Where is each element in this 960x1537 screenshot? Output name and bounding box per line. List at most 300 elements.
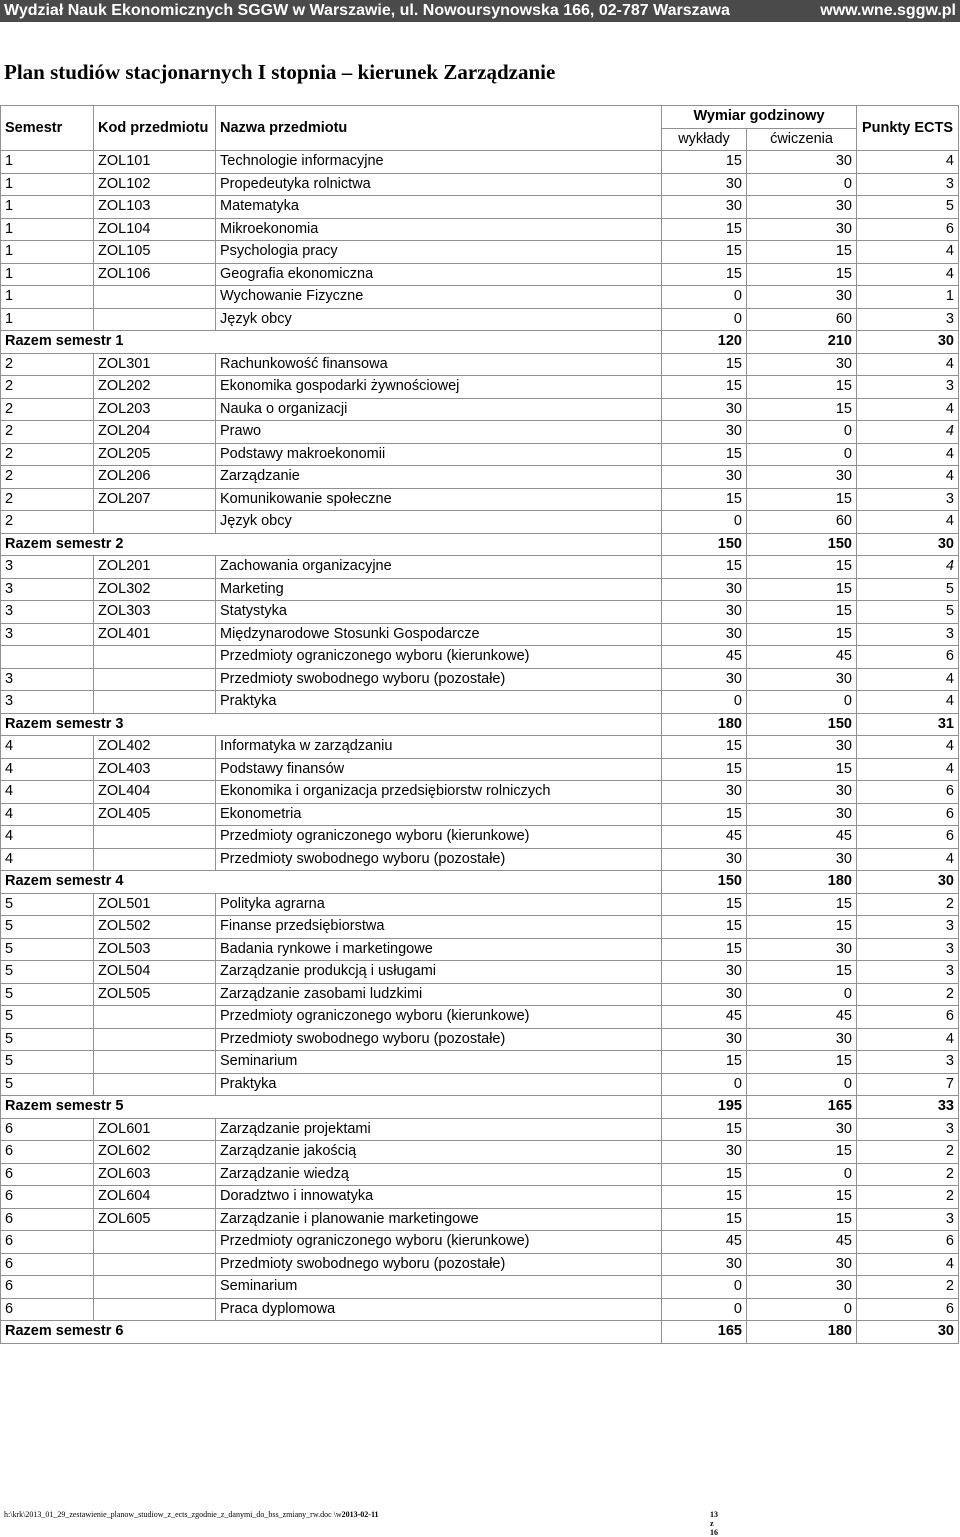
cell-cwiczenia: 210 bbox=[747, 331, 857, 354]
cell-semestr: 5 bbox=[1, 916, 94, 939]
cell-wyklady: 30 bbox=[662, 1028, 747, 1051]
cell-kod: ZOL202 bbox=[94, 376, 216, 399]
cell-cwiczenia: 15 bbox=[747, 241, 857, 264]
cell-cwiczenia: 15 bbox=[747, 1141, 857, 1164]
cell-wyklady: 15 bbox=[662, 1051, 747, 1074]
cell-ects: 4 bbox=[857, 1253, 959, 1276]
cell-wyklady: 120 bbox=[662, 331, 747, 354]
cell-nazwa: Technologie informacyjne bbox=[216, 151, 662, 174]
cell-nazwa: Praca dyplomowa bbox=[216, 1298, 662, 1321]
cell-nazwa: Międzynarodowe Stosunki Gospodarcze bbox=[216, 623, 662, 646]
cell-semestr: 1 bbox=[1, 196, 94, 219]
cell-cwiczenia: 45 bbox=[747, 1231, 857, 1254]
course-row bbox=[1, 938, 959, 961]
cell-nazwa: Rachunkowość finansowa bbox=[216, 353, 662, 376]
cell-wyklady: 15 bbox=[662, 1163, 747, 1186]
cell-nazwa: Propedeutyka rolnictwa bbox=[216, 173, 662, 196]
cell-ects: 31 bbox=[857, 713, 959, 736]
cell-kod: ZOL505 bbox=[94, 983, 216, 1006]
cell-wyklady: 30 bbox=[662, 398, 747, 421]
cell-nazwa: Język obcy bbox=[216, 308, 662, 331]
course-row bbox=[1, 1051, 959, 1074]
cell-semestr: 6 bbox=[1, 1276, 94, 1299]
semester-summary-row bbox=[1, 713, 959, 736]
cell-nazwa: Podstawy makroekonomii bbox=[216, 443, 662, 466]
cell-wyklady: 30 bbox=[662, 983, 747, 1006]
course-row bbox=[1, 893, 959, 916]
cell-kod bbox=[94, 1298, 216, 1321]
cell-ects: 2 bbox=[857, 893, 959, 916]
cell-nazwa: Ekonomika i organizacja przedsiębiorstw rolniczych bbox=[216, 781, 662, 804]
cell-ects: 2 bbox=[857, 1186, 959, 1209]
cell-wyklady: 15 bbox=[662, 353, 747, 376]
summary-label: Razem semestr 5 bbox=[1, 1096, 662, 1119]
cell-semestr: 5 bbox=[1, 893, 94, 916]
header-punkty: Punkty ECTS bbox=[857, 106, 959, 151]
cell-cwiczenia: 0 bbox=[747, 1298, 857, 1321]
cell-wyklady: 180 bbox=[662, 713, 747, 736]
cell-cwiczenia: 15 bbox=[747, 398, 857, 421]
cell-kod: ZOL605 bbox=[94, 1208, 216, 1231]
cell-ects: 5 bbox=[857, 578, 959, 601]
summary-label: Razem semestr 3 bbox=[1, 713, 662, 736]
cell-wyklady: 30 bbox=[662, 1253, 747, 1276]
cell-nazwa: Zarządzanie bbox=[216, 466, 662, 489]
cell-cwiczenia: 30 bbox=[747, 1253, 857, 1276]
cell-cwiczenia: 0 bbox=[747, 691, 857, 714]
cell-kod bbox=[94, 646, 216, 669]
course-row bbox=[1, 308, 959, 331]
cell-ects: 33 bbox=[857, 1096, 959, 1119]
study-plan-body bbox=[1, 151, 959, 1344]
cell-cwiczenia: 30 bbox=[747, 286, 857, 309]
cell-kod bbox=[94, 691, 216, 714]
cell-cwiczenia: 30 bbox=[747, 1118, 857, 1141]
cell-wyklady: 15 bbox=[662, 218, 747, 241]
cell-cwiczenia: 30 bbox=[747, 196, 857, 219]
summary-label: Razem semestr 6 bbox=[1, 1321, 662, 1344]
cell-ects: 3 bbox=[857, 173, 959, 196]
cell-cwiczenia: 150 bbox=[747, 713, 857, 736]
cell-kod: ZOL302 bbox=[94, 578, 216, 601]
cell-cwiczenia: 15 bbox=[747, 916, 857, 939]
semester-summary-row bbox=[1, 533, 959, 556]
cell-ects: 3 bbox=[857, 938, 959, 961]
cell-kod bbox=[94, 826, 216, 849]
cell-cwiczenia: 30 bbox=[747, 938, 857, 961]
cell-ects: 4 bbox=[857, 241, 959, 264]
cell-kod bbox=[94, 1028, 216, 1051]
cell-nazwa: Zarządzanie projektami bbox=[216, 1118, 662, 1141]
course-row bbox=[1, 668, 959, 691]
cell-ects: 5 bbox=[857, 601, 959, 624]
cell-wyklady: 30 bbox=[662, 781, 747, 804]
cell-semestr: 3 bbox=[1, 601, 94, 624]
course-row bbox=[1, 1298, 959, 1321]
cell-ects: 6 bbox=[857, 646, 959, 669]
cell-nazwa: Praktyka bbox=[216, 1073, 662, 1096]
cell-cwiczenia: 15 bbox=[747, 1186, 857, 1209]
cell-kod: ZOL602 bbox=[94, 1141, 216, 1164]
cell-nazwa: Polityka agrarna bbox=[216, 893, 662, 916]
course-row bbox=[1, 196, 959, 219]
cell-semestr: 2 bbox=[1, 421, 94, 444]
cell-ects: 2 bbox=[857, 1276, 959, 1299]
cell-semestr: 4 bbox=[1, 758, 94, 781]
cell-semestr: 5 bbox=[1, 983, 94, 1006]
cell-wyklady: 15 bbox=[662, 151, 747, 174]
document-footer bbox=[4, 1510, 718, 1537]
course-row bbox=[1, 1186, 959, 1209]
cell-ects: 2 bbox=[857, 1141, 959, 1164]
cell-ects: 4 bbox=[857, 736, 959, 759]
course-row bbox=[1, 353, 959, 376]
cell-kod: ZOL104 bbox=[94, 218, 216, 241]
header-semestr: Semestr bbox=[1, 106, 94, 151]
course-row bbox=[1, 961, 959, 984]
cell-semestr: 1 bbox=[1, 286, 94, 309]
cell-cwiczenia: 30 bbox=[747, 736, 857, 759]
cell-cwiczenia: 15 bbox=[747, 1051, 857, 1074]
semester-summary-row bbox=[1, 871, 959, 894]
cell-nazwa: Matematyka bbox=[216, 196, 662, 219]
cell-kod: ZOL103 bbox=[94, 196, 216, 219]
cell-ects: 4 bbox=[857, 758, 959, 781]
cell-ects: 3 bbox=[857, 488, 959, 511]
cell-ects: 3 bbox=[857, 623, 959, 646]
cell-semestr: 5 bbox=[1, 938, 94, 961]
course-row bbox=[1, 466, 959, 489]
cell-ects: 4 bbox=[857, 151, 959, 174]
cell-semestr: 3 bbox=[1, 578, 94, 601]
header-cwiczenia: ćwiczenia bbox=[747, 128, 857, 151]
cell-wyklady: 30 bbox=[662, 623, 747, 646]
header-institution: Wydział Nauk Ekonomicznych SGGW w Warszawie, ul. Nowoursynowska 166, 02-787 Warszawa bbox=[4, 2, 730, 19]
cell-ects: 1 bbox=[857, 286, 959, 309]
cell-semestr: 3 bbox=[1, 668, 94, 691]
cell-semestr: 1 bbox=[1, 173, 94, 196]
cell-wyklady: 195 bbox=[662, 1096, 747, 1119]
cell-wyklady: 15 bbox=[662, 263, 747, 286]
cell-nazwa: Ekonomika gospodarki żywnościowej bbox=[216, 376, 662, 399]
cell-wyklady: 15 bbox=[662, 556, 747, 579]
document-header bbox=[0, 0, 960, 22]
cell-cwiczenia: 15 bbox=[747, 601, 857, 624]
cell-nazwa: Praktyka bbox=[216, 691, 662, 714]
cell-kod bbox=[94, 1051, 216, 1074]
course-row bbox=[1, 556, 959, 579]
course-row bbox=[1, 1208, 959, 1231]
course-row bbox=[1, 1231, 959, 1254]
cell-wyklady: 150 bbox=[662, 871, 747, 894]
cell-kod: ZOL603 bbox=[94, 1163, 216, 1186]
course-row bbox=[1, 421, 959, 444]
course-row bbox=[1, 848, 959, 871]
cell-cwiczenia: 0 bbox=[747, 173, 857, 196]
cell-cwiczenia: 0 bbox=[747, 1163, 857, 1186]
cell-semestr: 6 bbox=[1, 1163, 94, 1186]
course-row bbox=[1, 398, 959, 421]
cell-cwiczenia: 180 bbox=[747, 871, 857, 894]
cell-nazwa: Język obcy bbox=[216, 511, 662, 534]
cell-cwiczenia: 30 bbox=[747, 848, 857, 871]
cell-nazwa: Statystyka bbox=[216, 601, 662, 624]
cell-kod: ZOL205 bbox=[94, 443, 216, 466]
cell-ects: 2 bbox=[857, 983, 959, 1006]
course-row bbox=[1, 803, 959, 826]
cell-wyklady: 0 bbox=[662, 308, 747, 331]
cell-nazwa: Przedmioty ograniczonego wyboru (kierunkowe) bbox=[216, 646, 662, 669]
cell-semestr: 3 bbox=[1, 623, 94, 646]
cell-semestr: 1 bbox=[1, 151, 94, 174]
cell-cwiczenia: 60 bbox=[747, 308, 857, 331]
course-row bbox=[1, 173, 959, 196]
cell-wyklady: 15 bbox=[662, 241, 747, 264]
cell-ects: 30 bbox=[857, 871, 959, 894]
cell-semestr: 2 bbox=[1, 443, 94, 466]
cell-semestr: 2 bbox=[1, 353, 94, 376]
cell-ects: 6 bbox=[857, 803, 959, 826]
cell-ects: 30 bbox=[857, 533, 959, 556]
cell-kod: ZOL201 bbox=[94, 556, 216, 579]
cell-ects: 2 bbox=[857, 1163, 959, 1186]
cell-nazwa: Przedmioty ograniczonego wyboru (kierunkowe) bbox=[216, 1006, 662, 1029]
course-row bbox=[1, 1141, 959, 1164]
cell-kod: ZOL206 bbox=[94, 466, 216, 489]
cell-kod: ZOL402 bbox=[94, 736, 216, 759]
cell-nazwa: Przedmioty ograniczonego wyboru (kierunkowe) bbox=[216, 1231, 662, 1254]
cell-semestr: 6 bbox=[1, 1118, 94, 1141]
cell-nazwa: Marketing bbox=[216, 578, 662, 601]
cell-nazwa: Mikroekonomia bbox=[216, 218, 662, 241]
cell-nazwa: Przedmioty swobodnego wyboru (pozostałe) bbox=[216, 848, 662, 871]
cell-kod bbox=[94, 1231, 216, 1254]
course-row bbox=[1, 151, 959, 174]
course-row bbox=[1, 758, 959, 781]
cell-cwiczenia: 15 bbox=[747, 263, 857, 286]
cell-ects: 4 bbox=[857, 398, 959, 421]
cell-ects: 4 bbox=[857, 466, 959, 489]
cell-cwiczenia: 15 bbox=[747, 578, 857, 601]
cell-kod: ZOL203 bbox=[94, 398, 216, 421]
cell-cwiczenia: 30 bbox=[747, 466, 857, 489]
cell-nazwa: Prawo bbox=[216, 421, 662, 444]
cell-nazwa: Seminarium bbox=[216, 1051, 662, 1074]
course-row bbox=[1, 286, 959, 309]
cell-cwiczenia: 0 bbox=[747, 443, 857, 466]
cell-nazwa: Przedmioty swobodnego wyboru (pozostałe) bbox=[216, 1253, 662, 1276]
course-row bbox=[1, 443, 959, 466]
semester-summary-row bbox=[1, 1321, 959, 1344]
cell-semestr: 3 bbox=[1, 691, 94, 714]
cell-wyklady: 0 bbox=[662, 1073, 747, 1096]
cell-kod: ZOL101 bbox=[94, 151, 216, 174]
cell-cwiczenia: 30 bbox=[747, 668, 857, 691]
cell-cwiczenia: 60 bbox=[747, 511, 857, 534]
cell-wyklady: 30 bbox=[662, 1141, 747, 1164]
cell-wyklady: 30 bbox=[662, 961, 747, 984]
cell-ects: 6 bbox=[857, 1231, 959, 1254]
header-nazwa: Nazwa przedmiotu bbox=[216, 106, 662, 151]
cell-cwiczenia: 30 bbox=[747, 218, 857, 241]
cell-wyklady: 30 bbox=[662, 668, 747, 691]
summary-label: Razem semestr 1 bbox=[1, 331, 662, 354]
cell-wyklady: 15 bbox=[662, 916, 747, 939]
cell-kod bbox=[94, 1276, 216, 1299]
cell-kod bbox=[94, 286, 216, 309]
cell-semestr: 6 bbox=[1, 1208, 94, 1231]
cell-kod: ZOL106 bbox=[94, 263, 216, 286]
cell-ects: 4 bbox=[857, 691, 959, 714]
cell-semestr: 3 bbox=[1, 556, 94, 579]
cell-semestr: 5 bbox=[1, 1051, 94, 1074]
cell-ects: 6 bbox=[857, 1006, 959, 1029]
cell-kod: ZOL105 bbox=[94, 241, 216, 264]
cell-semestr: 2 bbox=[1, 466, 94, 489]
cell-wyklady: 15 bbox=[662, 1186, 747, 1209]
cell-nazwa: Przedmioty swobodnego wyboru (pozostałe) bbox=[216, 1028, 662, 1051]
cell-semestr: 2 bbox=[1, 376, 94, 399]
cell-wyklady: 30 bbox=[662, 466, 747, 489]
cell-semestr: 5 bbox=[1, 1028, 94, 1051]
course-row bbox=[1, 691, 959, 714]
page-title: Plan studiów stacjonarnych I stopnia – kierunek Zarządzanie bbox=[4, 60, 556, 84]
course-row bbox=[1, 1276, 959, 1299]
cell-wyklady: 30 bbox=[662, 848, 747, 871]
cell-semestr: 4 bbox=[1, 826, 94, 849]
cell-nazwa: Zarządzanie wiedzą bbox=[216, 1163, 662, 1186]
cell-cwiczenia: 30 bbox=[747, 151, 857, 174]
course-row bbox=[1, 241, 959, 264]
cell-wyklady: 30 bbox=[662, 196, 747, 219]
cell-cwiczenia: 165 bbox=[747, 1096, 857, 1119]
header-wymiar: Wymiar godzinowy bbox=[662, 106, 857, 129]
course-row bbox=[1, 623, 959, 646]
course-row bbox=[1, 511, 959, 534]
cell-wyklady: 0 bbox=[662, 1276, 747, 1299]
cell-wyklady: 15 bbox=[662, 758, 747, 781]
cell-ects: 4 bbox=[857, 511, 959, 534]
cell-cwiczenia: 30 bbox=[747, 803, 857, 826]
cell-ects: 4 bbox=[857, 848, 959, 871]
course-row bbox=[1, 646, 959, 669]
cell-semestr: 6 bbox=[1, 1253, 94, 1276]
cell-wyklady: 30 bbox=[662, 421, 747, 444]
cell-wyklady: 0 bbox=[662, 1298, 747, 1321]
cell-semestr: 1 bbox=[1, 241, 94, 264]
cell-semestr: 1 bbox=[1, 263, 94, 286]
course-row bbox=[1, 1073, 959, 1096]
cell-nazwa: Ekonometria bbox=[216, 803, 662, 826]
cell-ects: 4 bbox=[857, 353, 959, 376]
cell-semestr: 1 bbox=[1, 308, 94, 331]
cell-kod: ZOL403 bbox=[94, 758, 216, 781]
course-row bbox=[1, 578, 959, 601]
cell-wyklady: 15 bbox=[662, 443, 747, 466]
cell-semestr: 1 bbox=[1, 218, 94, 241]
cell-ects: 6 bbox=[857, 781, 959, 804]
cell-kod: ZOL102 bbox=[94, 173, 216, 196]
course-row bbox=[1, 601, 959, 624]
cell-kod: ZOL502 bbox=[94, 916, 216, 939]
cell-nazwa: Geografia ekonomiczna bbox=[216, 263, 662, 286]
cell-wyklady: 45 bbox=[662, 1231, 747, 1254]
cell-wyklady: 0 bbox=[662, 691, 747, 714]
cell-ects: 5 bbox=[857, 196, 959, 219]
cell-kod: ZOL204 bbox=[94, 421, 216, 444]
cell-ects: 6 bbox=[857, 826, 959, 849]
cell-kod: ZOL504 bbox=[94, 961, 216, 984]
cell-ects: 4 bbox=[857, 421, 959, 444]
cell-cwiczenia: 0 bbox=[747, 983, 857, 1006]
cell-kod: ZOL405 bbox=[94, 803, 216, 826]
course-row bbox=[1, 1028, 959, 1051]
cell-wyklady: 45 bbox=[662, 646, 747, 669]
cell-wyklady: 15 bbox=[662, 1118, 747, 1141]
cell-wyklady: 30 bbox=[662, 578, 747, 601]
cell-semestr: 6 bbox=[1, 1186, 94, 1209]
cell-ects: 3 bbox=[857, 376, 959, 399]
cell-nazwa: Zarządzanie i planowanie marketingowe bbox=[216, 1208, 662, 1231]
cell-nazwa: Podstawy finansów bbox=[216, 758, 662, 781]
cell-kod: ZOL501 bbox=[94, 893, 216, 916]
cell-cwiczenia: 15 bbox=[747, 488, 857, 511]
cell-wyklady: 150 bbox=[662, 533, 747, 556]
cell-wyklady: 30 bbox=[662, 601, 747, 624]
cell-cwiczenia: 0 bbox=[747, 1073, 857, 1096]
course-row bbox=[1, 1163, 959, 1186]
cell-semestr: 5 bbox=[1, 1006, 94, 1029]
footer-date: 2013-02-11 bbox=[341, 1510, 379, 1519]
cell-ects: 3 bbox=[857, 308, 959, 331]
cell-ects: 3 bbox=[857, 1051, 959, 1074]
cell-wyklady: 15 bbox=[662, 803, 747, 826]
cell-ects: 6 bbox=[857, 1298, 959, 1321]
cell-cwiczenia: 15 bbox=[747, 623, 857, 646]
cell-cwiczenia: 180 bbox=[747, 1321, 857, 1344]
semester-summary-row bbox=[1, 331, 959, 354]
cell-wyklady: 15 bbox=[662, 736, 747, 759]
cell-ects: 3 bbox=[857, 1208, 959, 1231]
cell-wyklady: 15 bbox=[662, 488, 747, 511]
cell-nazwa: Zachowania organizacyjne bbox=[216, 556, 662, 579]
cell-nazwa: Wychowanie Fizyczne bbox=[216, 286, 662, 309]
summary-label: Razem semestr 2 bbox=[1, 533, 662, 556]
cell-kod: ZOL601 bbox=[94, 1118, 216, 1141]
cell-kod: ZOL303 bbox=[94, 601, 216, 624]
footer-page: 13 z 16 bbox=[710, 1510, 718, 1537]
cell-semestr bbox=[1, 646, 94, 669]
cell-nazwa: Przedmioty swobodnego wyboru (pozostałe) bbox=[216, 668, 662, 691]
cell-kod: ZOL404 bbox=[94, 781, 216, 804]
cell-ects: 7 bbox=[857, 1073, 959, 1096]
cell-semestr: 2 bbox=[1, 398, 94, 421]
cell-semestr: 5 bbox=[1, 1073, 94, 1096]
cell-cwiczenia: 15 bbox=[747, 961, 857, 984]
cell-kod bbox=[94, 511, 216, 534]
cell-cwiczenia: 15 bbox=[747, 376, 857, 399]
footer-path: h:\krk\2013_01_29_zestawienie_planow_studiow_z_ects_zgodnie_z_danymi_do_bss_zmiany_rw.doc \w bbox=[4, 1510, 342, 1519]
cell-wyklady: 0 bbox=[662, 286, 747, 309]
cell-cwiczenia: 15 bbox=[747, 556, 857, 579]
cell-semestr: 2 bbox=[1, 488, 94, 511]
cell-ects: 6 bbox=[857, 218, 959, 241]
cell-ects: 4 bbox=[857, 668, 959, 691]
course-row bbox=[1, 376, 959, 399]
cell-kod bbox=[94, 1006, 216, 1029]
cell-wyklady: 15 bbox=[662, 376, 747, 399]
cell-nazwa: Komunikowanie społeczne bbox=[216, 488, 662, 511]
